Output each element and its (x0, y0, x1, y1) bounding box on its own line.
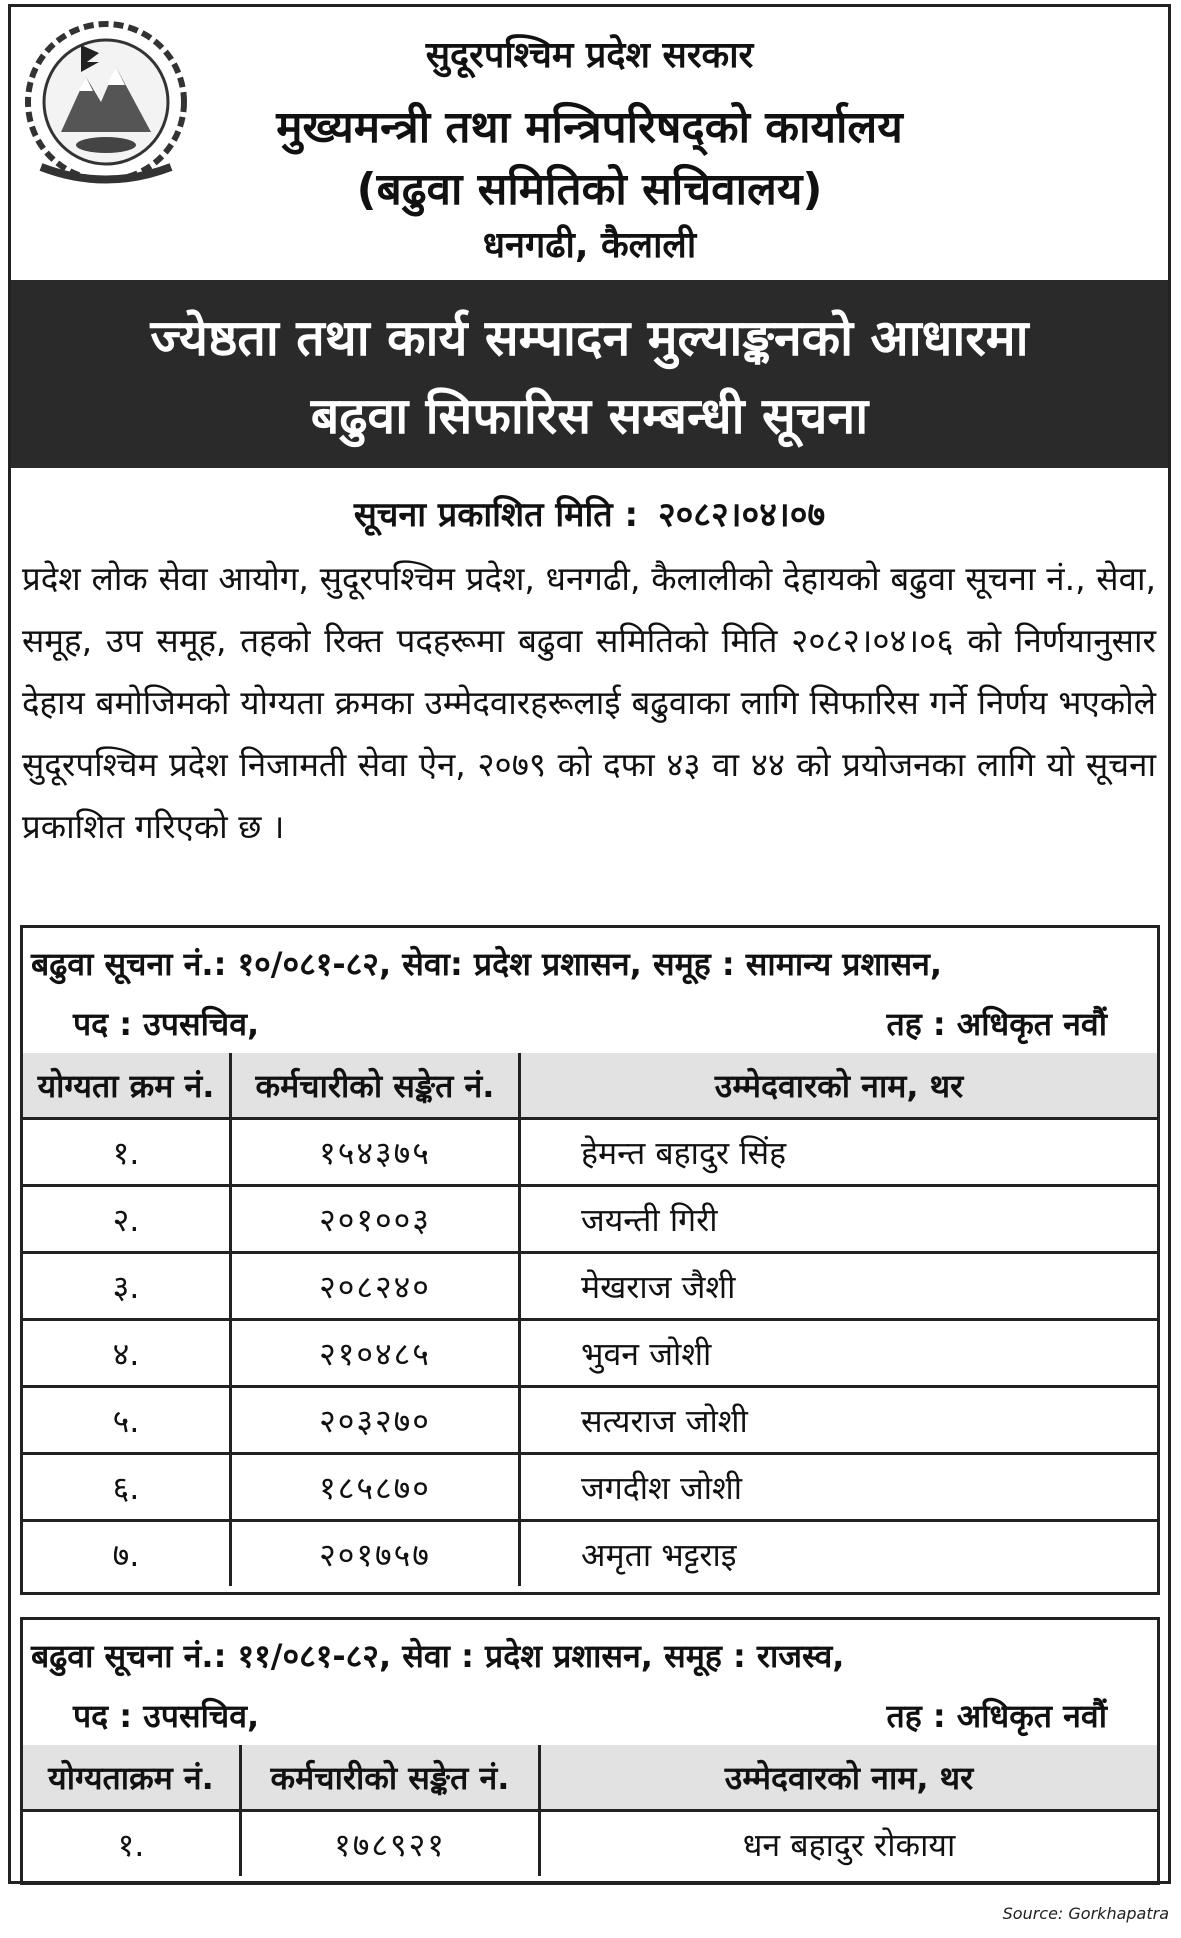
cell-code: २०१००३ (231, 1186, 520, 1253)
cell-rank: १. (23, 1119, 231, 1186)
cell-code: २१०४८५ (231, 1320, 520, 1387)
cell-name: जयन्ती गिरी (520, 1186, 1158, 1253)
notice-post: पद : उपसचिव, (73, 1697, 260, 1735)
table-row (23, 1811, 1157, 1877)
cell-rank: २. (23, 1186, 231, 1253)
table-header-row (23, 1745, 1157, 1811)
notice-details (23, 928, 1157, 1053)
table-row (23, 1253, 1157, 1320)
candidate-table (23, 1745, 1157, 1876)
cell-rank: ५. (23, 1387, 231, 1454)
table-row (23, 1454, 1157, 1521)
cell-rank: ६. (23, 1454, 231, 1521)
column-header-name: उम्मेदवारको नाम, थर (540, 1745, 1158, 1811)
candidate-table (23, 1053, 1157, 1586)
table-row (23, 1186, 1157, 1253)
cell-code: २०१७५७ (231, 1521, 520, 1587)
cell-name: अमृता भट्टराइ (520, 1521, 1158, 1587)
government-title: सुदूरपश्चिम प्रदेश सरकार (425, 35, 754, 76)
promotion-notice-10 (20, 925, 1160, 1595)
promotion-notice-11 (20, 1617, 1160, 1885)
cell-code: १८५८७० (231, 1454, 520, 1521)
notice-level: तह : अधिकृत नवौं (886, 1005, 1107, 1043)
cell-name: जगदीश जोशी (520, 1454, 1158, 1521)
office-title: मुख्यमन्त्री तथा मन्त्रिपरिषद्को कार्यालय (276, 102, 903, 153)
notice-details (23, 1620, 1157, 1745)
table-row (23, 1521, 1157, 1587)
notice-banner (11, 280, 1168, 468)
cell-rank: ४. (23, 1320, 231, 1387)
source-credit: Source: Gorkhapatra (1002, 1904, 1169, 1923)
publication-date-label: सूचना प्रकाशित मिति : (353, 495, 639, 535)
cell-code: १७८९२१ (241, 1811, 540, 1877)
column-header-code: कर्मचारीको सङ्केत नं. (231, 1053, 520, 1119)
table-row (23, 1320, 1157, 1387)
column-header-rank: योग्यताक्रम नं. (23, 1745, 241, 1811)
notice-body: प्रदेश लोक सेवा आयोग, सुदूरपश्चिम प्रदेश, धनगढी, कैलालीको देहायको बढुवा सूचना नं., सेवा, समूह, उप समूह, तहको रिक्त पदहरूमा बढुवा समितिको मिति २०८२।०४।०६ को निर्णयानुसार देहाय बमोजिमको योग्यता क्रमका उम्मेदवारहरूलाई बढुवाका लागि सिफारिस गर्ने निर्णय भएकोले सुदूरपश्चिम प्रदेश निजामती सेवा ऐन, २०७९ को दफा ४३ वा ४४ को प्रयोजनका लागि यो सूचना प्रकाशित गरिएको छ । (22, 559, 1156, 846)
banner-line-1: ज्येष्ठता तथा कार्य सम्पादन मुल्याङ्कनको आधारमा (150, 309, 1029, 367)
cell-code: २०८२४० (231, 1253, 520, 1320)
column-header-rank: योग्यता क्रम नं. (23, 1053, 231, 1119)
cell-rank: ७. (23, 1521, 231, 1587)
banner-line-2: बढुवा सिफारिस सम्बन्धी सूचना (310, 387, 869, 445)
office-location: धनगढी, कैलाली (482, 225, 697, 266)
cell-code: १५४३७५ (231, 1119, 520, 1186)
cell-name: मेखराज जैशी (520, 1253, 1158, 1320)
cell-rank: ३. (23, 1253, 231, 1320)
column-header-code: कर्मचारीको सङ्केत नं. (241, 1745, 540, 1811)
table-row (23, 1119, 1157, 1186)
column-header-name: उम्मेदवारको नाम, थर (520, 1053, 1158, 1119)
publication-date (11, 490, 1168, 536)
table-row (23, 1387, 1157, 1454)
header (11, 7, 1168, 277)
notice-level: तह : अधिकृत नवौं (886, 1697, 1107, 1735)
notice-number-line: बढुवा सूचना नं.: १०/०८१-८२, सेवा: प्रदेश प्रशासन, समूह : सामान्य प्रशासन, (31, 945, 943, 983)
publication-date-value: २०८२।०४।०७ (657, 495, 826, 535)
cell-name: भुवन जोशी (520, 1320, 1158, 1387)
table-header-row (23, 1053, 1157, 1119)
cell-name: हेमन्त बहादुर सिंह (520, 1119, 1158, 1186)
cell-name: धन बहादुर रोकाया (540, 1811, 1158, 1877)
notice-post: पद : उपसचिव, (73, 1005, 260, 1043)
cell-name: सत्यराज जोशी (520, 1387, 1158, 1454)
cell-rank: १. (23, 1811, 241, 1877)
cell-code: २०३२७० (231, 1387, 520, 1454)
notice-number-line: बढुवा सूचना नं.: ११/०८१-८२, सेवा : प्रदेश प्रशासन, समूह : राजस्व, (31, 1637, 845, 1675)
secretariat-title: (बढुवा समितिको सचिवालय) (356, 164, 823, 215)
